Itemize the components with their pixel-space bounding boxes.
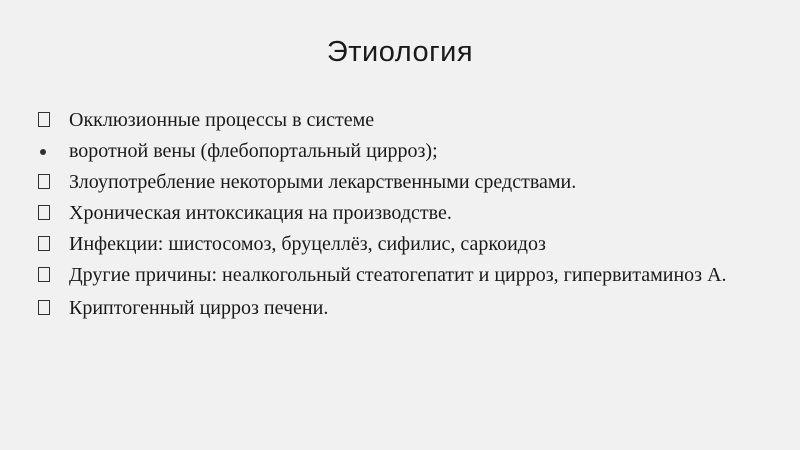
missing-glyph-box-icon [38,174,50,189]
list-item [38,234,778,254]
list-item [38,110,778,130]
list-item [38,298,778,318]
list-item [38,265,778,285]
list-item [38,203,778,223]
list-item-text: Хроническая интоксикация на производстве. [69,202,452,224]
missing-glyph-box-icon [38,267,50,282]
list-item [38,172,778,192]
dot-bullet-icon [40,149,46,155]
missing-glyph-box-icon [38,112,50,127]
bullet-list [38,110,778,329]
list-item-text: Инфекции: шистосомоз, бруцеллёз, сифилис, саркоидоз [69,233,546,255]
list-item-text: Другие причины: неалкогольный стеатогепатит и цирроз, гипервитаминоз А. [69,264,727,286]
list-item-text: Окклюзионные процессы в системе [69,109,375,131]
missing-glyph-box-icon [38,300,50,315]
missing-glyph-box-icon [38,236,50,251]
list-item [38,141,778,161]
slide-title: Этиология [326,36,474,68]
list-item-text: воротной вены (флебопортальный цирроз); [69,140,438,162]
list-item-text: Криптогенный цирроз печени. [69,297,329,319]
list-item-text: Злоупотребление некоторыми лекарственными средствами. [69,171,577,193]
missing-glyph-box-icon [38,205,50,220]
